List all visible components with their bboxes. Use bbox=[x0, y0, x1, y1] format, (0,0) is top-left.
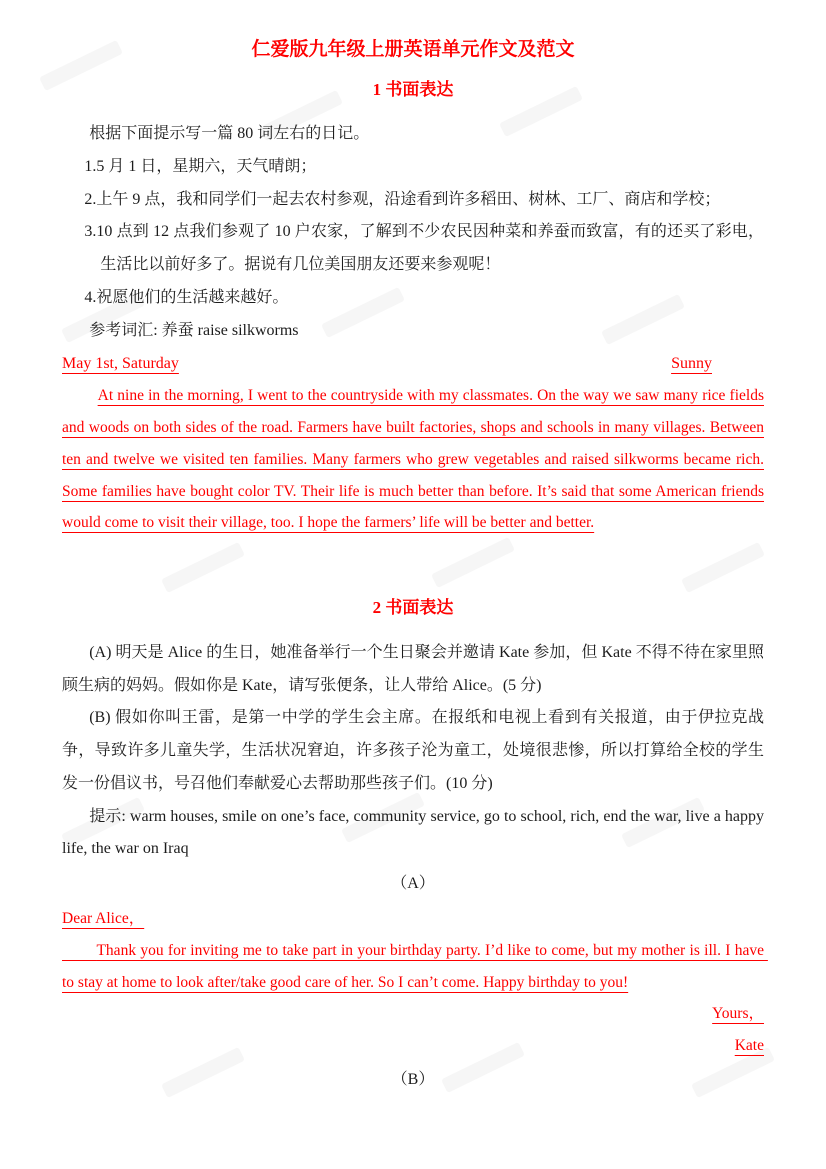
section-1-intro: 根据下面提示写一篇 80 词左右的日记。 bbox=[89, 125, 370, 142]
diary-answer-body: At nine in the morning, I went to the countryside with my classmates. On the way we saw many rice fields and woods on both sides of the road. Farmers have built factories, shops and schools in many villages. Between ten and twelve we visited ten families. Many farmers who grew vegetables and raised silkworms became rich. Some families have bought color TV. Their life is much better than before. It’s said that some American friends would come to visit their village, too. I hope the farmers’ life will be better and better. bbox=[62, 387, 764, 532]
page-title: 仁爱版九年级上册英语单元作文及范文 bbox=[251, 39, 575, 60]
note-body: Thank you for inviting me to take part in your birthday party. I’d like to come, but my mother is ill. I have to stay at home to look after/take good care of her. So I can’t come. Happy birthday to you! bbox=[62, 941, 768, 991]
section-2-task-a: (A) 明天是 Alice 的生日，她准备举行一个生日聚会并邀请 Kate 参加，但 Kate 不得不待在家里照顾生病的妈妈。假如你是 Kate，请写张便条，让人带给 Alice。(5 分) bbox=[62, 643, 764, 694]
diary-weather: Sunny bbox=[671, 354, 712, 372]
diary-date: May 1st, Saturday bbox=[62, 354, 179, 372]
answer-a-label: （A） bbox=[391, 875, 435, 893]
note-salutation: Dear Alice， bbox=[62, 910, 145, 928]
section-2-heading: 2 书面表达 bbox=[372, 598, 454, 618]
section-1-point-2: 2.上午 9 点，我和同学们一起去农村参观，沿途看到许多稻田、树林、工厂、商店和学校； bbox=[84, 190, 721, 208]
section-1-point-1: 1.5 月 1 日，星期六，天气晴朗； bbox=[84, 157, 317, 175]
note-closing: Yours， bbox=[712, 1005, 764, 1023]
section-2-hints: 提示: warm houses, smile on one’s face, community service, go to school, rich, end the war, live a happy life, the war on Iraq bbox=[62, 807, 764, 858]
section-2-task-b: (B) 假如你叫王雷，是第一中学的学生会主席。在报纸和电视上看到有关报道，由于伊拉克战争，导致许多儿童失学，生活状况窘迫，许多孩子沦为童工，处境很悲惨，所以打算给全校的学生发一份倡议书，号召他们奉献爱心去帮助那些孩子们。(10 分) bbox=[62, 709, 764, 792]
note-signature: Kate bbox=[734, 1037, 764, 1055]
section-1-point-3: 3.10 点到 12 点我们参观了 10 户农家，了解到不少农民因种菜和养蚕而致富，有的还买了彩电，生活比以前好多了。据说有几位美国朋友还要来参观呢！ bbox=[84, 223, 764, 274]
section-1-heading: 1 书面表达 bbox=[372, 79, 454, 99]
diary-dateline bbox=[62, 348, 764, 381]
section-1-vocab: 参考词汇: 养蚕 raise silkworms bbox=[89, 321, 299, 339]
section-1-point-4: 4.祝愿他们的生活越来越好。 bbox=[84, 288, 289, 306]
answer-b-label: （B） bbox=[391, 1070, 435, 1088]
